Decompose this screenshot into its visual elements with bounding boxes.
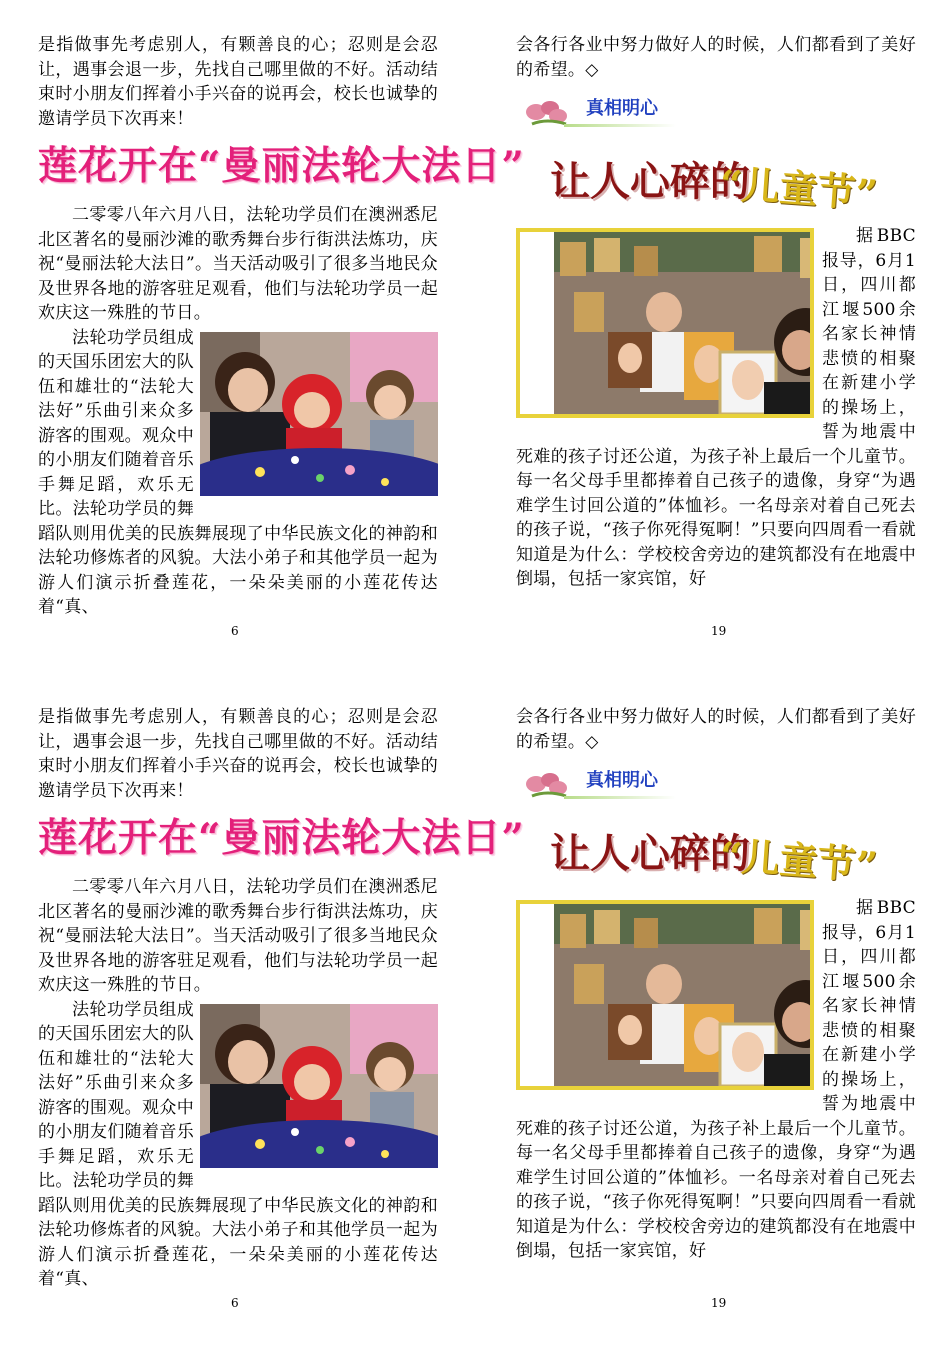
right-headline-part-2: “儿童节” <box>718 160 879 217</box>
banner-underline <box>564 796 676 799</box>
left-intro-text: 是指做事先考虑别人，有颗善良的心；忍则是会忍让，遇事会退一步，先找自己哪里做的不好。活动结束时小朋友们挥着小手兴奋的说再会，校长也诚挚的邀请学员下次再来！ <box>38 707 438 801</box>
right-paragraph-1-text: 据BBC报导，6月1日，四川都江堰500余名家长神情悲愤的相聚在新建小学的操场上，誓为地震中死难的孩子讨还公道，为孩子补上最后一个儿童节。每一名父母手里都捧着自己孩子的遗像，身穿“为遇难学生讨回公道的”体恤衫。一名母亲对着自己死去的孩子说，“孩子你死得冤啊！”只要向四周看一看就知道是为什么：学校校舍旁边的建筑都没有在地震中倒塌，包括一家宾馆，好 <box>516 898 916 1261</box>
parents-portraits-photo <box>516 228 814 418</box>
left-intro-text: 是指做事先考虑别人，有颗善良的心；忍则是会忍让，遇事会退一步，先找自己哪里做的不好。活动结束时小朋友们挥着小手兴奋的说再会，校长也诚挚的邀请学员下次再来！ <box>38 35 438 129</box>
right-paragraph-1 <box>516 896 916 1264</box>
left-paragraph-1: 二零零八年六月八日，法轮功学员们在澳洲悉尼北区著名的曼丽沙滩的歌秀舞台步行街洪法炼功，庆祝“曼丽法轮大法日”。当天活动吸引了很多当地民众及世界各地的游客驻足观看，他们与法轮功学员一起欢庆这一殊胜的节日。 <box>38 877 438 995</box>
right-headline-part-2: “儿童节” <box>718 832 879 889</box>
banner-label: 真相明心 <box>586 770 658 791</box>
section-banner <box>516 764 916 810</box>
left-headline: 莲花开在“曼丽法轮大法日” <box>38 143 525 189</box>
spread-sheet-top <box>0 0 950 672</box>
right-paragraph-1-text: 据BBC报导，6月1日，四川都江堰500余名家长神情悲愤的相聚在新建小学的操场上，誓为地震中死难的孩子讨还公道，为孩子补上最后一个儿童节。每一名父母手里都捧着自己孩子的遗像，身穿“为遇难学生讨回公道的”体恤衫。一名母亲对着自己死去的孩子说，“孩子你死得冤啊！”只要向四周看一看就知道是为什么：学校校舍旁边的建筑都没有在地震中倒塌，包括一家宾馆，好 <box>516 226 916 589</box>
parents-portraits-photo <box>516 900 814 1090</box>
left-paragraph-2: 法轮功学员组成的天国乐团宏大的队伍和雄壮的“法轮大法好”乐曲引来众多游客的围观。观众中的小朋友们随着音乐手舞足蹈，欢乐无比。法轮功学员的舞蹈队则用优美的民族舞展现了中华民族文化的神韵和法轮功修炼者的风貌。大法小弟子和其他学员一起为游人们演示折叠莲花，一朵朵美丽的小莲花传达着“真、 <box>38 999 438 1289</box>
left-paragraph-1: 二零零八年六月八日，法轮功学员们在澳洲悉尼北区著名的曼丽沙滩的歌秀舞台步行街洪法炼功，庆祝“曼丽法轮大法日”。当天活动吸引了很多当地民众及世界各地的游客驻足观看，他们与法轮功学员一起欢庆这一殊胜的节日。 <box>38 205 438 323</box>
page-number-left: 6 <box>231 624 239 638</box>
left-page <box>38 705 525 1292</box>
section-banner <box>516 92 916 138</box>
right-intro-text: 会各行各业中努力做好人的时候，人们都看到了美好的希望。◇ <box>516 707 916 752</box>
left-page <box>38 33 525 620</box>
right-headline-part-1: 让人心碎的 <box>550 830 750 877</box>
left-paragraph-2: 法轮功学员组成的天国乐团宏大的队伍和雄壮的“法轮大法好”乐曲引来众多游客的围观。观众中的小朋友们随着音乐手舞足蹈，欢乐无比。法轮功学员的舞蹈队则用优美的民族舞展现了中华民族文化的神韵和法轮功修炼者的风貌。大法小弟子和其他学员一起为游人们演示折叠莲花，一朵朵美丽的小莲花传达着“真、 <box>38 327 438 617</box>
right-page <box>516 33 916 592</box>
right-page <box>516 705 916 1264</box>
right-paragraph-1 <box>516 224 916 592</box>
children-lotus-photo <box>200 332 438 496</box>
page-number-left: 6 <box>231 1296 239 1310</box>
page-number-right: 19 <box>711 1296 727 1310</box>
right-headline <box>516 816 916 889</box>
banner-label: 真相明心 <box>586 98 658 119</box>
banner-underline <box>564 124 676 127</box>
right-headline-part-1: 让人心碎的 <box>550 158 750 205</box>
page-number-right: 19 <box>711 624 727 638</box>
spread-sheet-bottom <box>0 672 950 1344</box>
left-headline: 莲花开在“曼丽法轮大法日” <box>38 815 525 861</box>
children-lotus-photo <box>200 1004 438 1168</box>
right-intro-text: 会各行各业中努力做好人的时候，人们都看到了美好的希望。◇ <box>516 35 916 80</box>
right-headline <box>516 144 916 217</box>
